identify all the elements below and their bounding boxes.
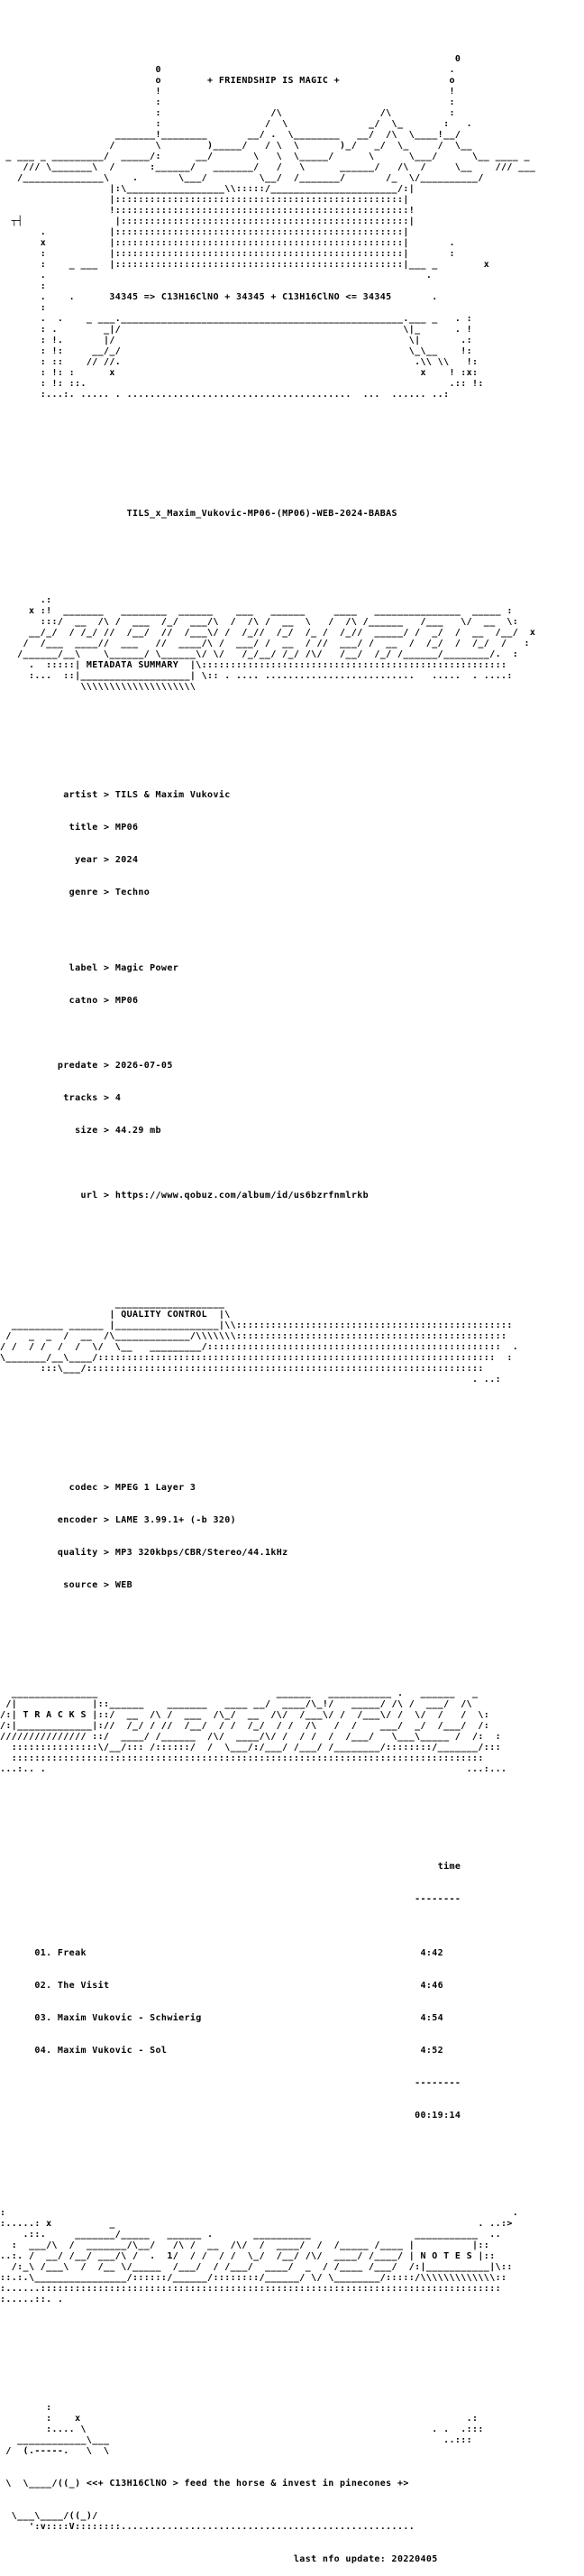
spacer xyxy=(0,433,584,487)
metadata-label-value: Magic Power xyxy=(114,963,179,973)
spacer xyxy=(0,552,584,574)
metadata-tracks-value: 4 xyxy=(114,1093,122,1103)
track-time: 4:42 xyxy=(420,1948,444,1958)
quality-codec-value: MPEG 1 Layer 3 xyxy=(114,1483,196,1493)
header-art-line: !:::::::::::::::::::::::::::::::::::::::::::::::::::! xyxy=(0,206,415,216)
time-bottom-rule: -------- xyxy=(415,2078,461,2088)
spacer xyxy=(0,1028,584,1039)
metadata-predate-value: 2026-07-05 xyxy=(114,1061,173,1071)
top-spacer xyxy=(0,22,584,32)
track-time: 4:54 xyxy=(420,2013,444,2023)
track-number: 04. xyxy=(34,2046,52,2056)
quality-source-row: source > WEB xyxy=(0,1580,132,1590)
header-art-line: _______!________ __/ . \________ __/ /\ \____!__/ xyxy=(0,130,461,140)
metadata-genre-value: Techno xyxy=(114,888,151,897)
header-art-line: o + FRIENDSHIP IS MAGIC + o xyxy=(0,76,455,86)
spacer xyxy=(0,725,584,747)
tracklist-bottom-rule xyxy=(0,2078,584,2089)
header-art-line: : / \ _/ \_ : . xyxy=(0,119,473,129)
tracks-art-line: /:|_____________|:// /_/ / // /__/ / / /_/ / / /\ / / ___/ _/ /___/ /: xyxy=(0,1721,490,1731)
metadata-size-value: 44.29 mb xyxy=(114,1126,161,1136)
track-row xyxy=(0,2046,584,2056)
quality-encoder-row: encoder > LAME 3.99.1+ (-b 320) xyxy=(0,1515,237,1525)
header-art-line: : !: __/_/ \_\__ !: xyxy=(0,346,473,356)
tracks-art-line: :::::::::::::::\/__/::: /::::::/ / \___/:/___/ /___/ /________/::::::::/_______/::: xyxy=(0,1743,501,1753)
footer-tail-line: ':v::::V::::::::................................................... xyxy=(0,2522,415,2532)
metadata-art-line: /______/__\ \______/ \______\/ \/ /_/__/ /_/ /\/ /__/ /_/ /______/________/. : xyxy=(0,649,519,659)
metadata-url-row: url > https://www.qobuz.com/album/id/us6bzrfnmlrkb xyxy=(0,1191,369,1201)
metadata-catno-value: MP06 xyxy=(114,996,139,1006)
tracks-art-line: /////////////// ::/ ____/ /______ /\/ ____/\/ / / / / /___/ \___\_____ / /: : xyxy=(0,1732,501,1742)
header-art-line: : :: // //. .\\ \\ !: xyxy=(0,357,479,367)
metadata-art-line: / /___ ____// ___ // ____/\ / ___/ / __ / // ___/ / __ / /_/ / /_/ / : xyxy=(0,639,530,649)
metadata-year-row: year > 2024 xyxy=(0,855,139,865)
quality-codec-row: codec > MPEG 1 Layer 3 xyxy=(0,1483,196,1493)
metadata-art-line: :... ::|___________________| \:: . .... .......................... ..... . ....: xyxy=(0,671,513,681)
spacer xyxy=(0,1418,584,1440)
header-art-line: /// \_______\ / :______/ _______/ / \ ______/ /\ / \__ /// ___ xyxy=(0,162,536,172)
header-art-line: : !: ::. .:: !: xyxy=(0,379,484,389)
metadata-label-row: label > Magic Power xyxy=(0,963,179,973)
footer-message-row: \ \____/((_) <<+ C13H16ClNO > feed the horse & invest in pinecones +> xyxy=(0,2479,409,2489)
header-art-line: 0 xyxy=(0,54,461,64)
notes-art-line: : . xyxy=(0,2208,519,2218)
metadata-size-row: size > 44.29 mb xyxy=(0,1126,161,1136)
metadata-predate-row: predate > 2026-07-05 xyxy=(0,1061,173,1071)
metadata-artist-row: artist > TILS & Maxim Vukovic xyxy=(0,790,231,800)
notes-art-line: :......:::::::::::::::::::::::::::::::::::::::::::::::::::::::::::::::::::::::::::::::: xyxy=(0,2284,501,2294)
footer-art-line: : x .: xyxy=(0,2414,479,2424)
header-art xyxy=(0,54,584,400)
total-time: 00:19:14 xyxy=(415,2111,461,2121)
tracks-art-line: ...:.. . ...:... xyxy=(0,1764,507,1774)
header-art-line: |::::::::::::::::::::::::::::::::::::::::::::::::::| xyxy=(0,195,409,205)
metadata-artist-value: TILS & Maxim Vukovic xyxy=(114,790,231,800)
metadata-banner-art xyxy=(0,595,584,693)
notes-art-line: :.....: x _ . ..:> xyxy=(0,2219,513,2229)
metadata-genre-row: genre > Techno xyxy=(0,888,151,897)
spacer xyxy=(0,2338,584,2381)
last-update-row xyxy=(0,2554,584,2565)
header-art-line: : . _|/ \|_ . ! xyxy=(0,325,473,335)
tracklist-time-header xyxy=(0,1862,584,1872)
tracklist-top-rule xyxy=(0,1894,584,1905)
header-art-line: : : xyxy=(0,97,455,107)
spacer xyxy=(0,1645,584,1667)
header-art-line: _ ___ _ _________/ _____/: __/ \ \ \_____/ \ \___/ \__ ____ _ xyxy=(0,152,530,161)
tracks-art-line: _______________ ______ ___________ . ______ _ xyxy=(0,1688,479,1698)
track-number: 03. xyxy=(34,2013,52,2023)
metadata-art-line: x :! _______ ________ ______ ___ ______ ____ _______________ _____ : xyxy=(0,606,513,616)
metadata-art-line: :::/ __ /\ / ___ /_/ ___/\ / /\ / __ \ / /\ /______ /___ \/ __ \: xyxy=(0,617,519,627)
time-header-label: time xyxy=(437,1862,461,1872)
metadata-catno-row: catno > MP06 xyxy=(0,996,139,1006)
track-title: Maxim Vukovic - Schwierig xyxy=(57,2013,202,2023)
footer-art-bottom xyxy=(0,2511,584,2533)
last-update: last nfo update: 20220405 xyxy=(293,2554,438,2564)
notes-art-line: ::.:.\________________/::::::/______/::::::::/______/ \/ \________/:::::/\\\\\\\\\\\\\:: xyxy=(0,2273,507,2283)
quality-art-line: . ..: xyxy=(0,1375,501,1385)
footer-message: <<+ C13H16ClNO > feed the horse & invest in pinecones +> xyxy=(86,2479,409,2489)
metadata-art-line: . :::::| METADATA SUMMARY |\::::::::::::::::::::::::::::::::::::::::::::::::::::: xyxy=(0,660,507,670)
footer-art-top xyxy=(0,2403,584,2457)
track-time: 4:52 xyxy=(420,2046,444,2056)
quality-quality-row: quality > MP3 320kbps/CBR/Stereo/44.1kHz xyxy=(0,1548,288,1558)
header-art-line: / \ )_____/ / \ \ )_/ _/ \_ / \__ xyxy=(0,141,473,151)
quality-section xyxy=(0,1461,584,1613)
notes-art-line: /:_\ /___\ / /__ \/_____ /___/ / /___/ ____/ _ / /____ /___/ /:|___________|\:: xyxy=(0,2262,513,2272)
track-number: 02. xyxy=(34,1981,52,1991)
header-art-line: /______________\ . \___/ \__/ /_______/ /_ \/__________/ xyxy=(0,173,484,183)
tracks-art-line: /:| T R A C K S |::/ __ /\ / ___ /\_/ __ /\/ /___\/ / /___\/ / \/ / / \: xyxy=(0,1710,490,1720)
quality-art-line: / / / / / / \/ \__ _________/::::::::::::::::::::::::::::::::::::::::::::::::::: . xyxy=(0,1342,519,1352)
header-art-line: . . _ ___._________________________________________________.___ _ . : xyxy=(0,314,473,324)
notes-art-line: .::. _______/_____ ______ . __________ ___________ .. xyxy=(0,2230,501,2240)
footer-art-line: :.... \ . . .::: xyxy=(0,2424,484,2434)
header-art-line: : /\ /\ : xyxy=(0,108,455,118)
tracks-art-line: :::::::::::::::::::::::::::::::::::::::::::::::::::::::::::::::::::::::::::::::::: xyxy=(0,1753,484,1763)
tracklist xyxy=(0,1840,584,2143)
tracklist-total xyxy=(0,2111,584,2121)
quality-encoder-value: LAME 3.99.1+ (-b 320) xyxy=(114,1515,237,1525)
notes-banner-art xyxy=(0,2208,584,2305)
track-time: 4:46 xyxy=(420,1981,444,1991)
footer-art-line: ____________\___ ..::: xyxy=(0,2435,473,2445)
quality-banner-art xyxy=(0,1299,584,1385)
header-art-line: : !: : x x ! :x: xyxy=(0,368,479,378)
notes-art-line: : ___/\ / _______/\__/ /\ / __ /\/ / ____/ / /_____ /____ | |:: xyxy=(0,2240,490,2250)
quality-art-line: \_______/__\____/::::::::::::::::::::::::::::::::::::::::::::::::::::::::::::::::::::: : xyxy=(0,1353,513,1363)
footer-art-line: : xyxy=(0,2403,52,2413)
header-art-line: : _ ___ |::::::::::::::::::::::::::::::::::::::::::::::::::|___ _ x xyxy=(0,260,490,270)
header-art-line: : xyxy=(0,281,47,291)
tracks-banner-art xyxy=(0,1688,584,1775)
header-art-line: 0 . xyxy=(0,65,455,75)
spacer xyxy=(0,1158,584,1169)
header-art-line: . . xyxy=(0,271,433,281)
header-art-line: :...:. ..... . ....................................... ... ...... ..: xyxy=(0,390,450,400)
quality-art-line: :::\___/::::::::::::::::::::::::::::::::::::::::::::::::::::::::::::::::::::: xyxy=(0,1364,484,1374)
track-title: The Visit xyxy=(57,1981,110,1991)
header-art-line: . . 34345 => C13H16ClNO + 34345 + C13H16ClNO <= 34345 . xyxy=(0,292,438,302)
header-art-line: ! ! xyxy=(0,87,455,97)
track-row xyxy=(0,1948,584,1959)
track-title: Freak xyxy=(57,1948,87,1958)
quality-source-value: WEB xyxy=(114,1580,132,1590)
release-name xyxy=(0,509,584,520)
spacer xyxy=(0,1256,584,1277)
metadata-art-line: .: xyxy=(0,595,52,605)
quality-art-line: / _ _ / __ /\_____________/\\\\\\\::::::::::::::::::::::::::::::::::::::::::::::: xyxy=(0,1331,507,1341)
notes-art-line: ..:. / __/ /__/ ___/\ / . 1/ / / / / \_/ /__/ /\/ ____/ /____/ | N O T E S |:: xyxy=(0,2251,496,2261)
header-art-line: |:\_________________\\:::::/______________________/:| xyxy=(0,184,415,194)
header-art-line: x |::::::::::::::::::::::::::::::::::::::::::::::::::| . xyxy=(0,238,455,248)
quality-art-line: _________ ______ |__________________|\\:::::::::::::::::::::::::::::::::::::::::::::::: xyxy=(0,1320,513,1330)
release-name-text: TILS_x_Maxim_Vukovic-MP06-(MP06)-WEB-2024-BABAS xyxy=(126,509,397,519)
metadata-url-link[interactable]: https://www.qobuz.com/album/id/us6bzrfnmlrkb xyxy=(114,1191,369,1201)
metadata-art-line: __/_/ / /_/ // /__/ // /___\/ / /_// /_/ /_ / /_// _____/ / _/ / __ /__/ x xyxy=(0,628,536,638)
metadata-tracks-row: tracks > 4 xyxy=(0,1093,122,1103)
metadata-title-row: title > MP06 xyxy=(0,823,139,833)
spacer xyxy=(0,920,584,942)
header-art-line: ┬┤ |::::::::::::::::::::::::::::::::::::::::::::::::::| xyxy=(0,216,415,226)
spacer xyxy=(0,1808,584,1818)
spacer xyxy=(0,2176,584,2186)
metadata-year-value: 2024 xyxy=(114,855,139,865)
metadata-title-value: MP06 xyxy=(114,823,139,833)
header-art-line: . |::::::::::::::::::::::::::::::::::::::::::::::::::| xyxy=(0,227,409,237)
footer-tail-line: \___\____/((_)/ xyxy=(0,2511,98,2521)
quality-quality-value: MP3 320kbps/CBR/Stereo/44.1kHz xyxy=(114,1548,288,1558)
footer-art-line: / (.-----. \ \ xyxy=(0,2446,110,2456)
notes-art-line: :.....::. . xyxy=(0,2295,64,2305)
track-title: Maxim Vukovic - Sol xyxy=(57,2046,168,2056)
header-art-line: : xyxy=(0,303,47,313)
track-number: 01. xyxy=(34,1948,52,1958)
tracks-art-line: /| |::______ _______ ____ __/ ____/\_!/ _____/ /\ / ___/ /\ xyxy=(0,1699,473,1709)
track-row xyxy=(0,1981,584,1992)
metadata-section xyxy=(0,768,584,1223)
header-art-line: : |::::::::::::::::::::::::::::::::::::::::::::::::::| : xyxy=(0,249,455,259)
quality-art-line: ___________________ xyxy=(0,1299,225,1309)
time-top-rule: -------- xyxy=(415,1894,461,1904)
track-row xyxy=(0,2013,584,2024)
header-art-line: : !. |/ \| .: xyxy=(0,336,473,345)
quality-art-line: | QUALITY CONTROL |\ xyxy=(0,1310,231,1320)
metadata-art-line: \\\\\\\\\\\\\\\\\\\\ xyxy=(0,682,196,692)
